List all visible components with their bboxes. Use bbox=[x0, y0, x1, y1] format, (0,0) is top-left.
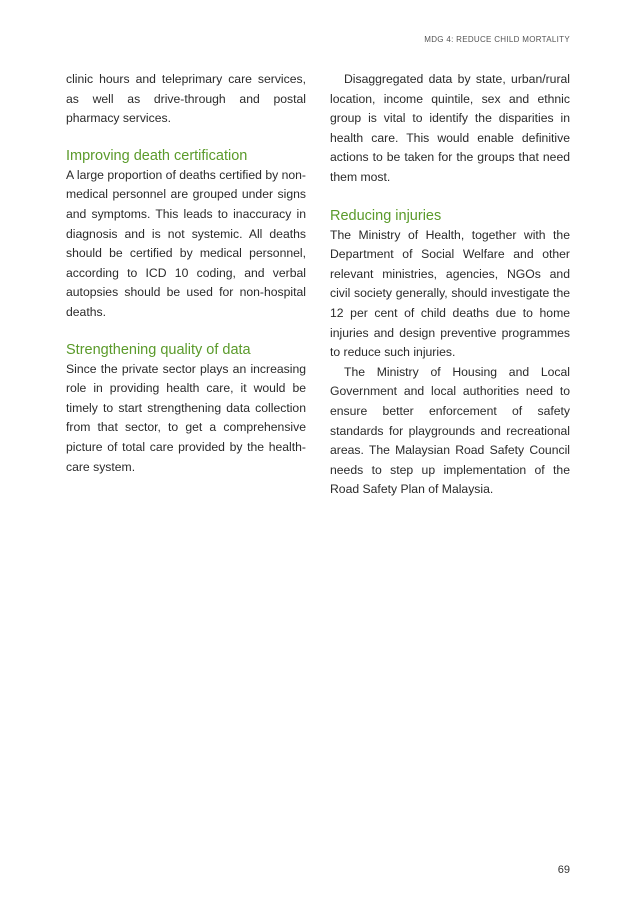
right-column bbox=[330, 70, 570, 500]
left-column bbox=[66, 70, 306, 477]
heading-quality-of-data: Strengthening quality of data bbox=[66, 341, 251, 358]
heading-reducing-injuries: Reducing injuries bbox=[330, 207, 442, 224]
intro-paragraph-left: clinic hours and teleprimary care services, as well as drive-through and postal pharmacy services. bbox=[66, 72, 306, 126]
body-reducing-injuries-2: The Ministry of Housing and Local Government and local authorities need to ensure better enforcement of safety standards for playgrounds and recreational areas. The Malaysian Road Safety Council needs to step up implementation of the Road Safety Plan of Malaysia. bbox=[330, 364, 570, 497]
intro-paragraph-right: Disaggregated data by state, urban/rural location, income quintile, sex and ethnic group is vital to identify the disparities in health care. This would enable definitive actions to be taken for the groups that need them most. bbox=[330, 72, 570, 184]
body-reducing-injuries-1: The Ministry of Health, together with the Department of Social Welfare and other relevant ministries, agencies, NGOs and civil society generally, should investigate the 12 per cent of child deaths due to home injuries and design preventive programmes to reduce such injuries. bbox=[330, 227, 570, 360]
running-header: MDG 4: REDUCE CHILD MORTALITY bbox=[424, 35, 570, 44]
page-number: 69 bbox=[557, 864, 570, 876]
body-quality-of-data: Since the private sector plays an increasing role in providing health care, it would be timely to start strengthening data collection from that sector, to get a comprehensive picture of total care provided by the health-care system. bbox=[66, 361, 306, 474]
body-death-certification: A large proportion of deaths certified by non-medical personnel are grouped under signs and symptoms. This leads to inaccuracy in diagnosis and is not systemic. All deaths should be certified by medical personnel, according to ICD 10 coding, and verbal autopsies should be used for non-hospital deaths. bbox=[66, 167, 306, 319]
heading-death-certification: Improving death certification bbox=[66, 147, 248, 164]
